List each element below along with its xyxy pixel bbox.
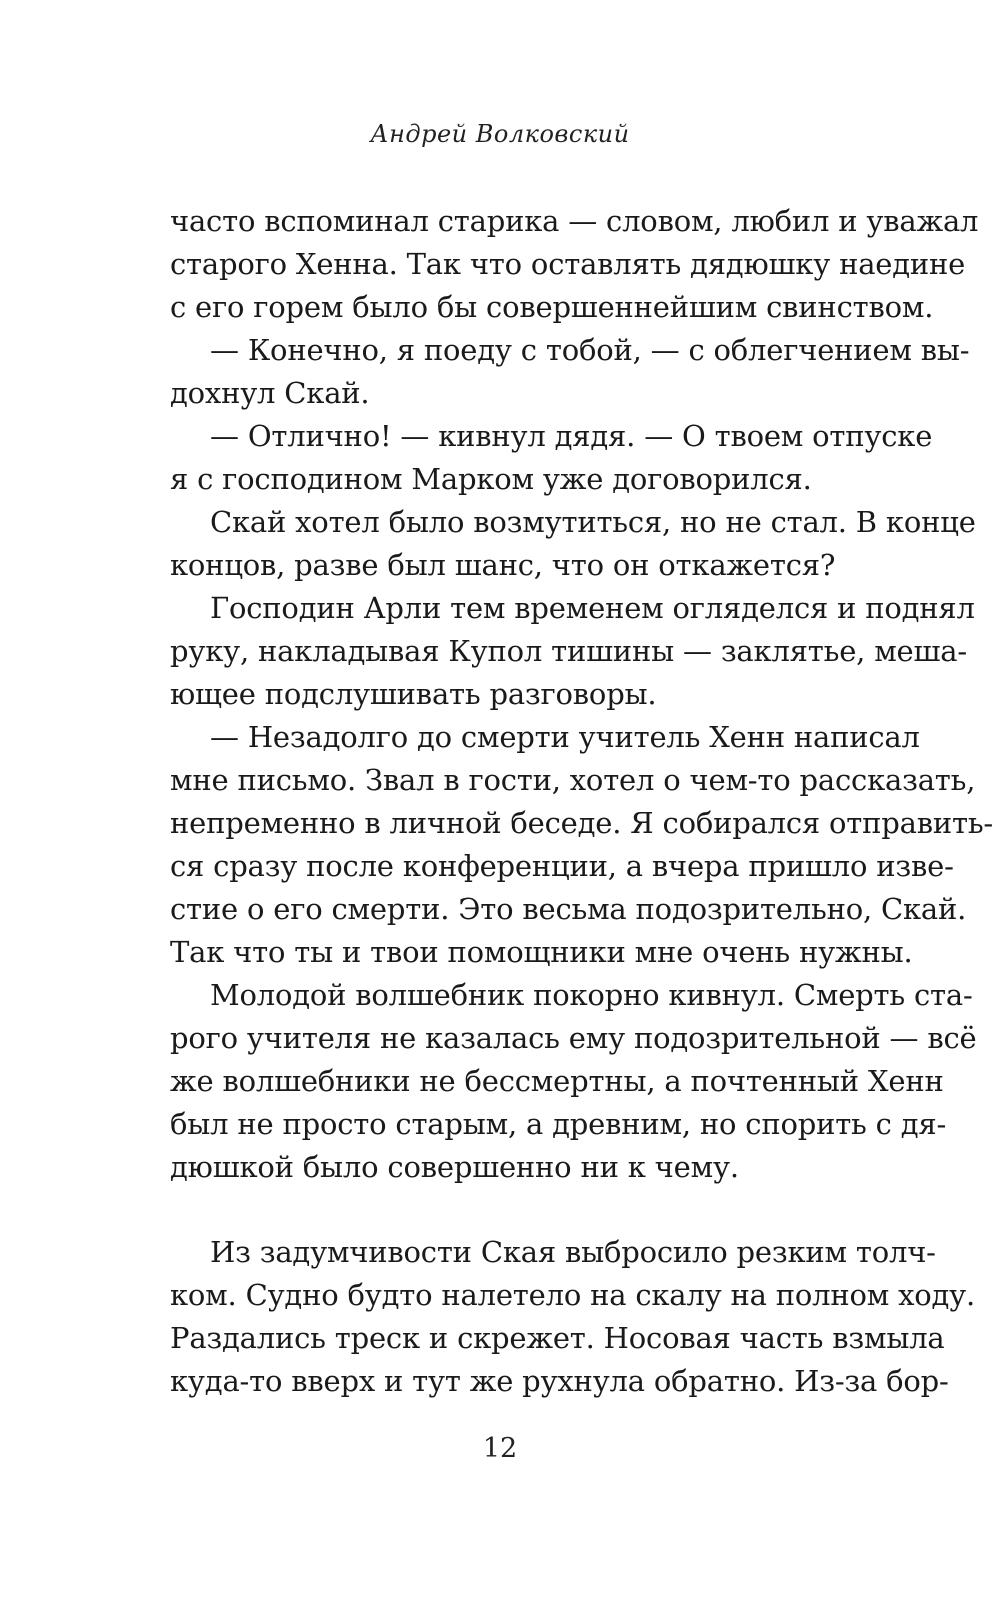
text-line: концов, разве был шанс, что он откажется?: [170, 548, 836, 582]
text-line: дюшкой было совершенно ни к чему.: [170, 1150, 739, 1184]
text-line: ком. Судно будто налетело на скалу на полном ходу.: [170, 1278, 976, 1312]
text-line: дохнул Скай.: [170, 376, 370, 410]
paragraph: [170, 329, 970, 415]
running-head: Андрей Волковский: [370, 120, 630, 148]
text-line: я с господином Марком уже договорился.: [170, 462, 812, 496]
text-line: старого Хенна. Так что оставлять дядюшку наедине: [170, 247, 966, 281]
text-line: с его горем было бы совершеннейшим свинством.: [170, 290, 934, 324]
text-line: мне письмо. Звал в гости, хотел о чем-то рассказать,: [170, 763, 976, 797]
text-line: рого учителя не казалась ему подозрительной — всё: [170, 1021, 977, 1055]
paragraph: [170, 974, 977, 1189]
text-line: был не просто старым, а древним, но спорить с дя-: [170, 1107, 947, 1141]
text-line: Так что ты и твои помощники мне очень нужны.: [170, 935, 913, 969]
paragraph: [170, 415, 933, 501]
paragraph: [170, 587, 975, 716]
text-line: ющее подслушивать разговоры.: [170, 677, 657, 711]
text-line: стие о его смерти. Это весьма подозрительно, Скай.: [170, 892, 967, 926]
text-line: Скай хотел было возмутиться, но не стал. В конце: [210, 505, 976, 539]
text-line: Молодой волшебник покорно кивнул. Смерть ста-: [210, 978, 973, 1012]
text-line: часто вспоминал старика — словом, любил и уважал: [170, 204, 979, 238]
text-line: руку, накладывая Купол тишины — заклятье, меша-: [170, 634, 967, 668]
text-line: же волшебники не бессмертны, а почтенный Хенн: [170, 1064, 944, 1098]
text-line: Из задумчивости Ская выбросило резким толч-: [210, 1235, 936, 1269]
text-line: — Конечно, я поеду с тобой, — с облегчением вы-: [210, 333, 970, 367]
text-line: Раздались треск и скрежет. Носовая часть взмыла: [170, 1321, 945, 1355]
body-text: [170, 200, 994, 1403]
section-break: [170, 1189, 900, 1231]
paragraph: [170, 200, 979, 329]
paragraph: [170, 501, 976, 587]
paragraph: [170, 716, 994, 974]
page-number: 12: [482, 1433, 518, 1464]
text-line: Господин Арли тем временем огляделся и поднял: [210, 591, 975, 625]
text-line: ся сразу после конференции, а вчера пришло изве-: [170, 849, 954, 883]
text-line: — Незадолго до смерти учитель Хенн написал: [210, 720, 920, 754]
text-line: — Отлично! — кивнул дядя. — О твоем отпуске: [210, 419, 933, 453]
paragraph: [170, 1231, 976, 1403]
text-line: непременно в личной беседе. Я собирался отправить-: [170, 806, 994, 840]
text-line: куда-то вверх и тут же рухнула обратно. Из-за бор-: [170, 1364, 949, 1398]
